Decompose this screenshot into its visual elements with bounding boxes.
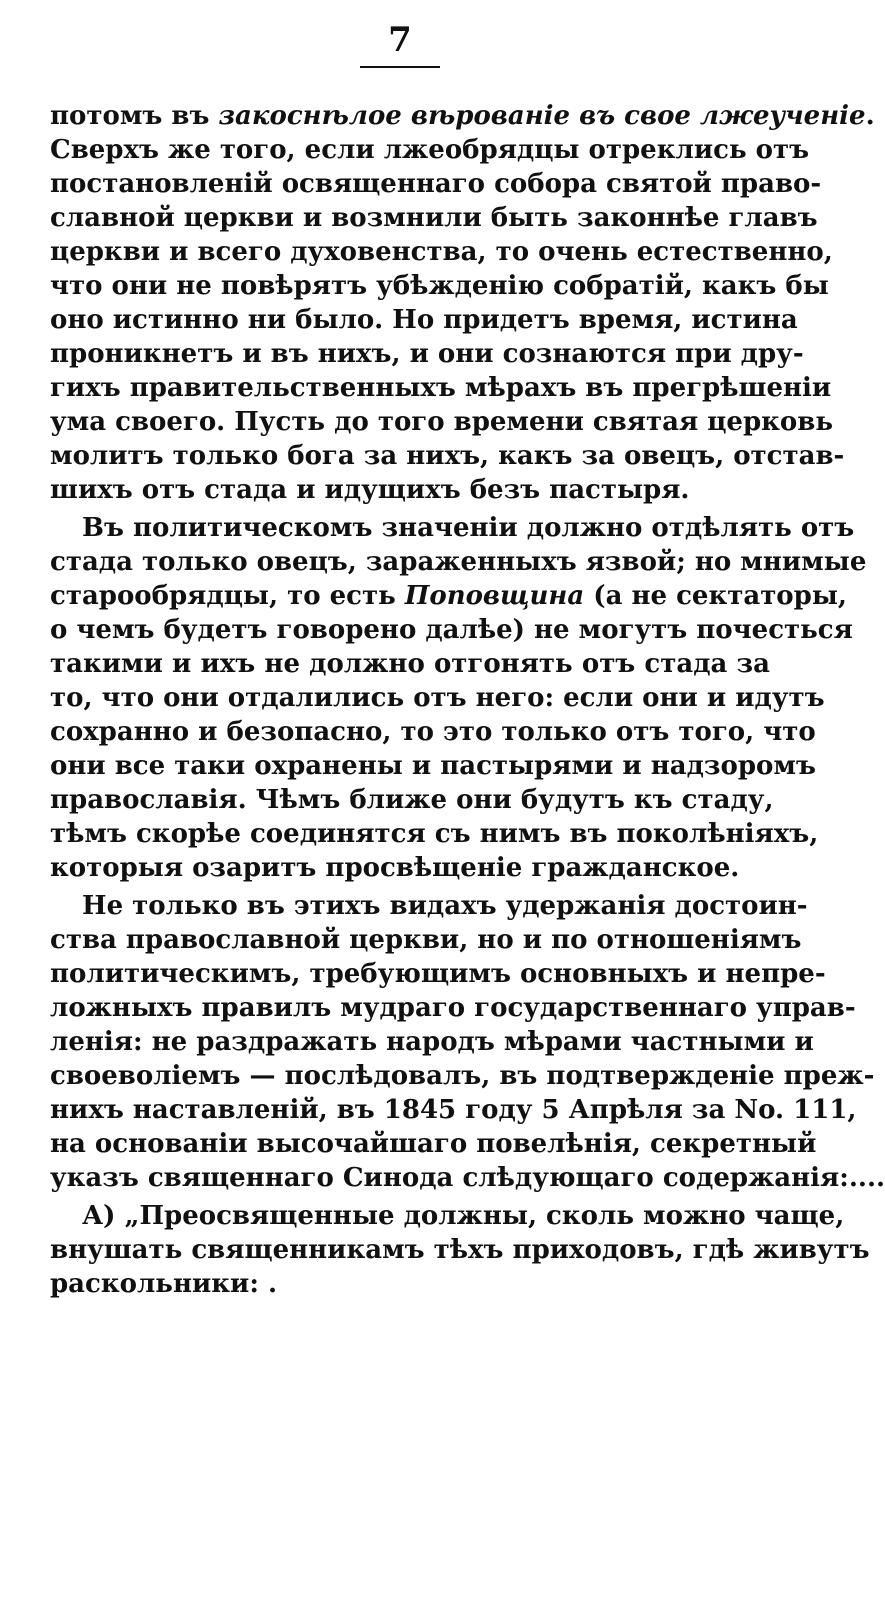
paragraph — [50, 99, 875, 507]
text-run: на основаніи высочайшаго повелѣнія, секретный — [50, 1129, 817, 1159]
text-line — [50, 201, 818, 235]
text-run: тѣмъ скорѣе соединятся съ нимъ въ поколѣніяхъ, — [50, 819, 819, 849]
text-line — [50, 473, 770, 507]
text-run: они все таки охранены и пастырями и надзоромъ — [50, 751, 816, 781]
text-line — [50, 1233, 870, 1267]
text-line — [50, 613, 853, 647]
text-line — [50, 923, 802, 957]
text-run: то, что они отдалились отъ него: если они и идутъ — [50, 683, 825, 713]
text-line — [50, 783, 774, 817]
text-line — [50, 817, 819, 851]
text-line — [50, 545, 867, 579]
text-run: Сверхъ же того, если лжеобрядцы отреклись отъ — [50, 135, 810, 165]
text-line — [50, 957, 826, 991]
text-run: (а не сектаторы, — [584, 581, 847, 611]
italic-text: закоснѣлое вѣрованіе въ свое лжеученіе — [218, 101, 866, 131]
text-line — [50, 371, 832, 405]
text-run: старообрядцы, то есть — [50, 581, 405, 611]
text-run: внушать священникамъ тѣхъ приходовъ, гдѣ живутъ — [50, 1235, 870, 1265]
text-line — [50, 1267, 770, 1301]
text-run: славной церкви и возмнили быть законнѣе главъ — [50, 203, 818, 233]
text-run: шихъ отъ стада и идущихъ безъ пастыря. — [50, 475, 690, 505]
text-run: указъ священнаго Синода слѣдующаго содержанія:.... — [50, 1163, 885, 1193]
text-run: сохранно и безопасно, то это только отъ того, что — [50, 717, 816, 747]
text-line — [50, 715, 816, 749]
text-line — [50, 167, 822, 201]
text-line — [50, 269, 829, 303]
text-line — [50, 851, 770, 885]
text-line — [50, 1127, 817, 1161]
text-line — [50, 579, 847, 613]
text-line — [50, 647, 770, 681]
text-line — [50, 1093, 857, 1127]
text-line — [50, 303, 798, 337]
paragraph — [50, 1199, 870, 1301]
text-run: что они не повѣрятъ убѣжденію собратій, какъ бы — [50, 271, 829, 301]
text-run: такими и ихъ не должно отгонять отъ стада за — [50, 649, 770, 679]
text-run: раскольники: . — [50, 1269, 278, 1299]
text-run: . — [865, 101, 875, 131]
text-run: ленія: не раздражать народъ мѣрами частными и — [50, 1027, 814, 1057]
text-line — [50, 405, 833, 439]
text-run: оно истинно ни было. Но придетъ время, истина — [50, 305, 798, 335]
text-line — [50, 889, 808, 923]
text-run: постановленій освященнаго собора святой право- — [50, 169, 822, 199]
text-line — [50, 235, 833, 269]
text-line — [50, 511, 855, 545]
text-run: своеволіемъ — послѣдовалъ, въ подтвержденіе преж- — [50, 1061, 875, 1091]
text-run: А) „Преосвященные должны, сколь можно чаще, — [82, 1201, 845, 1231]
text-run: Не только въ этихъ видахъ удержанія достоин- — [82, 891, 808, 921]
text-line — [50, 681, 825, 715]
text-run: ума своего. Пусть до того времени святая церковь — [50, 407, 833, 437]
text-line — [50, 1025, 814, 1059]
text-run: которыя озаритъ просвѣщеніе гражданское. — [50, 853, 740, 883]
text-run: молитъ только бога за нихъ, какъ за овецъ, отстав- — [50, 441, 845, 471]
text-line — [50, 1161, 885, 1195]
text-block — [50, 99, 885, 1301]
text-run: Въ политическомъ значеніи должно отдѣлять отъ — [82, 513, 855, 543]
text-run: потомъ въ — [50, 101, 219, 131]
text-run: ства православной церкви, но и по отношеніямъ — [50, 925, 802, 955]
text-run: церкви и всего духовенства, то очень естественно, — [50, 237, 833, 267]
text-run: гихъ правительственныхъ мѣрахъ въ прегрѣшеніи — [50, 373, 832, 403]
text-line — [50, 1059, 875, 1093]
text-run: стада только овецъ, зараженныхъ язвой; но мнимые — [50, 547, 867, 577]
text-run: нихъ наставленій, въ 1845 году 5 Апрѣля за No. 111, — [50, 1095, 857, 1125]
text-line — [50, 1199, 845, 1233]
text-line — [50, 99, 875, 133]
text-line — [50, 337, 804, 371]
italic-text: Поповщина — [404, 581, 585, 611]
page-number: 7 — [388, 20, 412, 60]
text-line — [50, 133, 810, 167]
page-number-rule — [360, 66, 440, 68]
text-line — [50, 439, 845, 473]
text-line — [50, 991, 856, 1025]
text-run: ложныхъ правилъ мудраго государственнаго управ- — [50, 993, 856, 1023]
text-run: проникнетъ и въ нихъ, и они сознаются при дру- — [50, 339, 804, 369]
paragraph — [50, 889, 885, 1195]
paragraph — [50, 511, 867, 885]
text-run: православія. Чѣмъ ближе они будутъ къ стаду, — [50, 785, 774, 815]
text-run: политическимъ, требующимъ основныхъ и непре- — [50, 959, 826, 989]
text-run: о чемъ будетъ говорено далѣе) не могутъ почесться — [50, 615, 853, 645]
text-line — [50, 749, 816, 783]
